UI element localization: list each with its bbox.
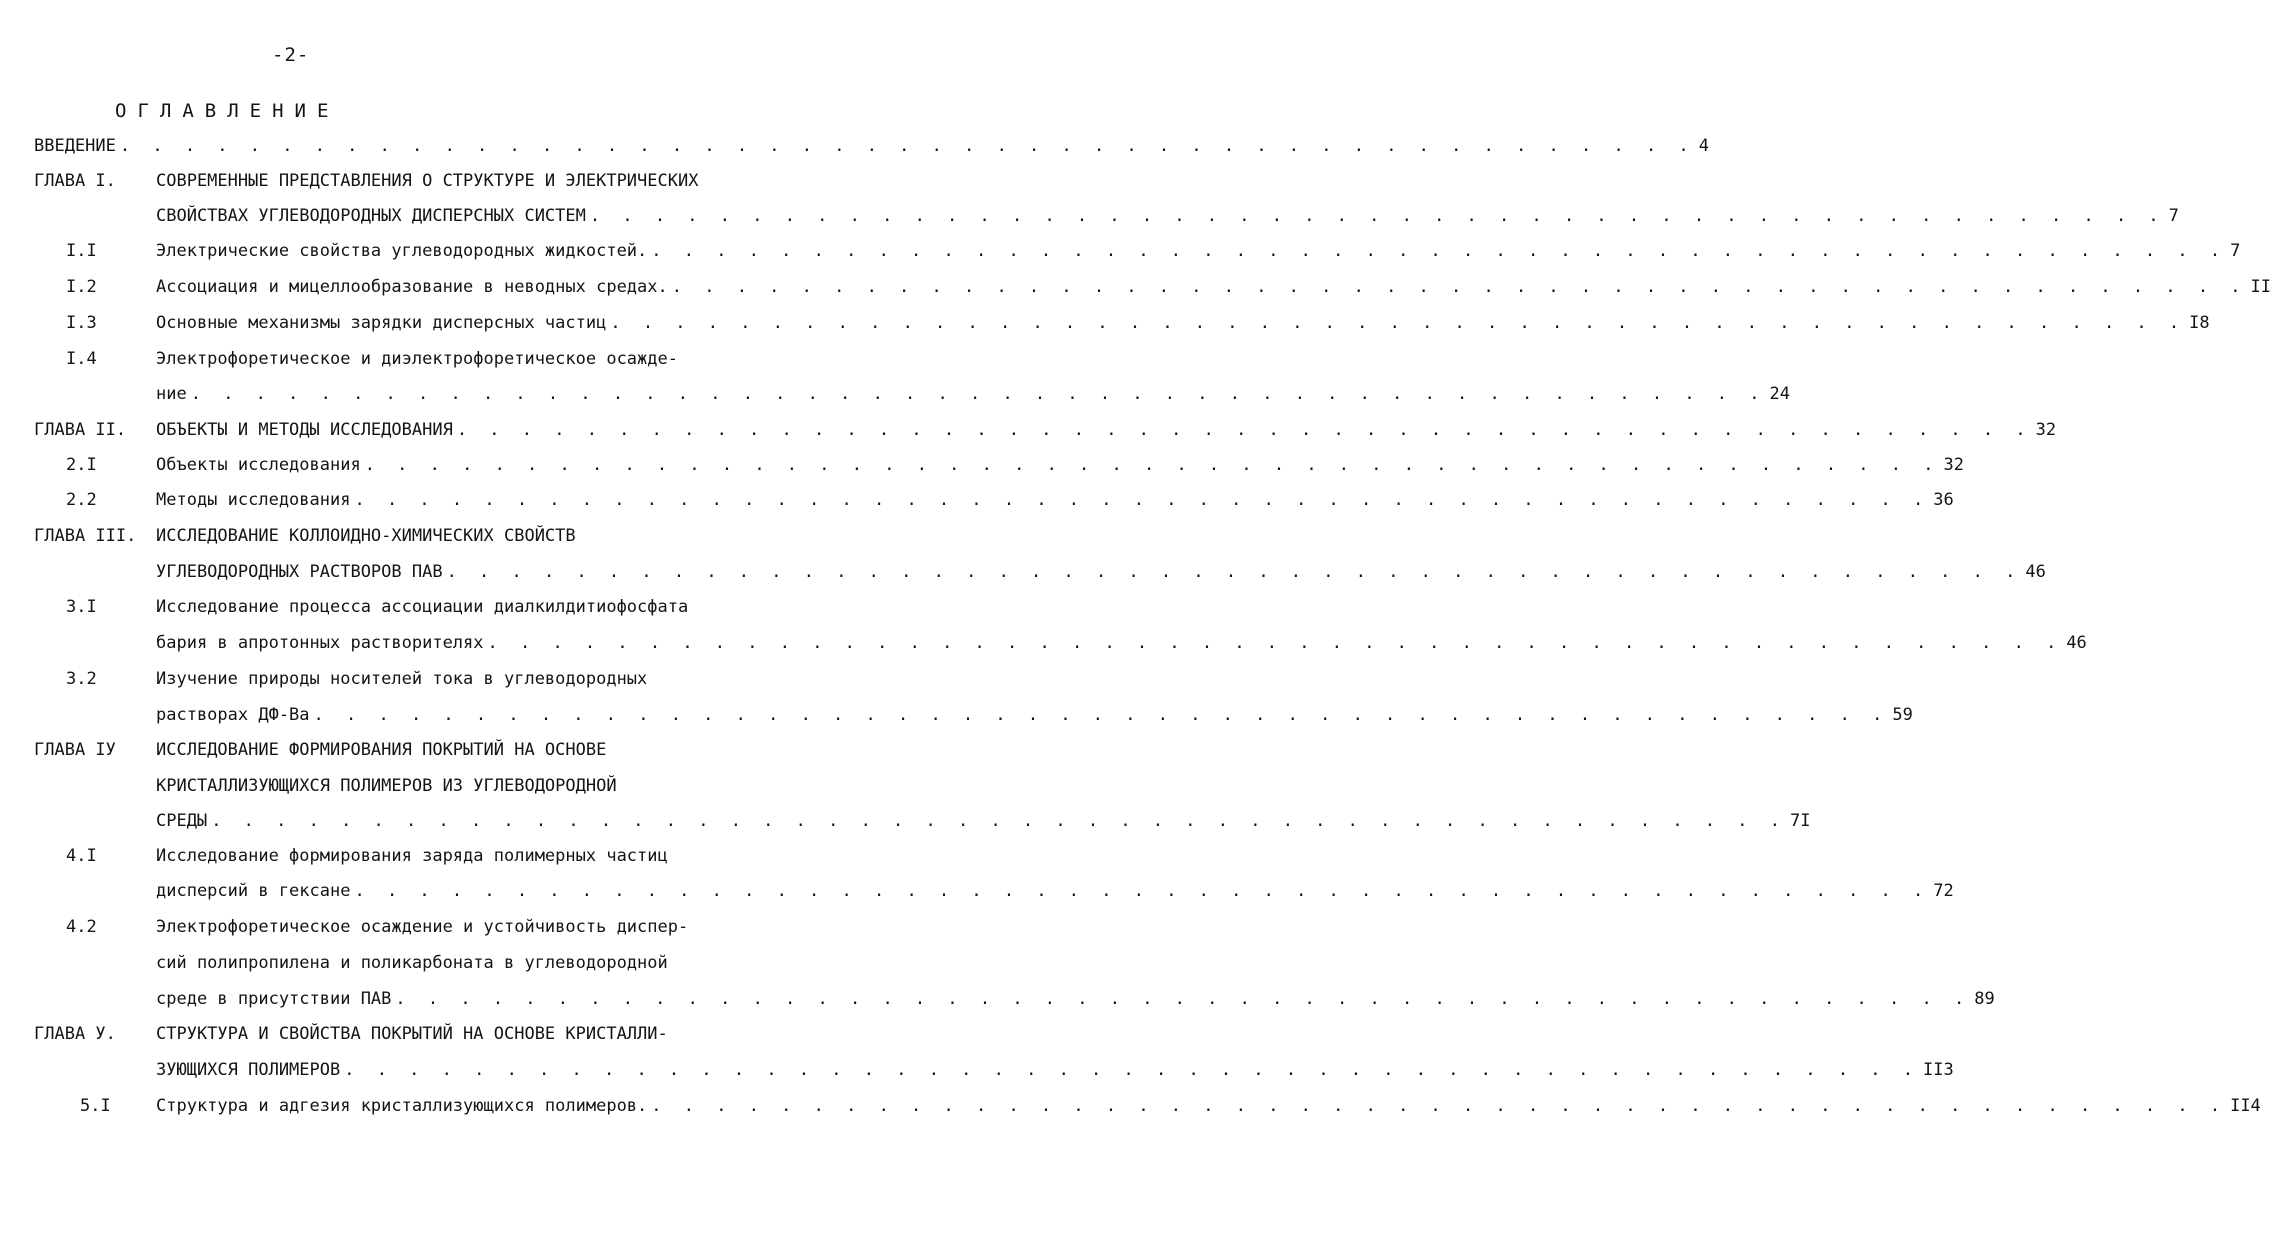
toc-entry-text: Объекты исследования xyxy=(156,455,361,475)
section-number: 4.I xyxy=(66,846,97,866)
section-number: 4.2 xyxy=(66,917,97,937)
chapter-label: ГЛАВА III. xyxy=(34,526,137,546)
toc-entry-text: Ассоциация и мицеллообразование в неводных средах. xyxy=(156,277,668,297)
toc-entry-text: СВОЙСТВАХ УГЛЕВОДОРОДНЫХ ДИСПЕРСНЫХ СИСТЕМ xyxy=(156,206,586,226)
dot-leader: . . . . . . . . . . . . . . . . . . . . . . . . . . . . . . . . . . . . . . . . . . . . . . . . . xyxy=(119,136,1695,156)
dot-leader: . . . . . . . . . . . . . . . . . . . . . . . . . . . . . . . . . . . . . . . . . . . . . . . . . xyxy=(610,313,2186,333)
toc-page-number: 36 xyxy=(1933,490,1954,510)
toc-entry-intro xyxy=(34,136,1709,156)
toc-page-number: 72 xyxy=(1933,881,1954,901)
toc-entry-text: Электрические свойства углеводородных жидкостей. xyxy=(156,241,648,261)
toc-page-number: 7 xyxy=(2168,206,2179,226)
toc-entry-text: Методы исследования xyxy=(156,490,351,510)
toc-entry-text: ние xyxy=(156,384,187,404)
section-number: I.2 xyxy=(66,277,97,297)
toc-page-number: 7I xyxy=(1789,811,1811,831)
dot-leader: . . . . . . . . . . . . . . . . . . . . . . . . . . . . . . . . . . . . . . . . . . . . . . . . . xyxy=(211,811,1786,831)
section-number: 5.I xyxy=(80,1096,111,1116)
toc-page-number: II4 xyxy=(2230,1096,2261,1116)
toc-entry-1-1 xyxy=(156,241,2241,261)
toc-entry-1-3 xyxy=(156,313,2210,333)
dot-leader: . . . . . . . . . . . . . . . . . . . . . . . . . . . . . . . . . . . . . . . . . . . . . . . . . xyxy=(487,633,2063,653)
toc-page-number: II xyxy=(2250,277,2271,297)
dot-leader: . . . . . . . . . . . . . . . . . . . . . . . . . . . . . . . . . . . . . . . . . . . . . . . . . xyxy=(446,562,2022,582)
toc-entry-text: КРИСТАЛЛИЗУЮЩИХСЯ ПОЛИМЕРОВ ИЗ УГЛЕВОДОРОДНОЙ xyxy=(156,776,617,796)
toc-entry-3-1 xyxy=(156,633,2087,653)
toc-entry-chapter-2 xyxy=(156,420,2057,440)
chapter-label: ГЛАВА IУ xyxy=(34,740,116,760)
toc-entry-text: Изучение природы носителей тока в углеводородных xyxy=(156,669,648,689)
section-number: I.4 xyxy=(66,349,97,369)
toc-page-number: II3 xyxy=(1923,1060,1954,1080)
section-number: I.I xyxy=(66,241,97,261)
page-number: -2- xyxy=(272,44,310,66)
dot-leader: . . . . . . . . . . . . . . . . . . . . . . . . . . . . . . . . . . . . . . . . . . . . . . . . . xyxy=(589,206,2165,226)
toc-entry-text: дисперсий в гексане xyxy=(156,881,351,901)
section-number: 3.I xyxy=(66,597,97,617)
toc-entry-2-2 xyxy=(156,490,1954,510)
toc-page-number: 46 xyxy=(2025,562,2046,582)
toc-entry-chapter-5 xyxy=(156,1060,1954,1080)
toc-entry-1-2 xyxy=(156,277,2271,297)
dot-leader: . . . . . . . . . . . . . . . . . . . . . . . . . . . . . . . . . . . . . . . . . . . . . . . . . xyxy=(651,241,2227,261)
dot-leader: . . . . . . . . . . . . . . . . . . . . . . . . . . . . . . . . . . . . . . . . . . . . . . . . . xyxy=(364,455,1940,475)
toc-page-number: I8 xyxy=(2189,313,2210,333)
toc-entry-text: ИССЛЕДОВАНИЕ КОЛЛОИДНО-ХИМИЧЕСКИХ СВОЙСТВ xyxy=(156,526,576,546)
dot-leader: . . . . . . . . . . . . . . . . . . . . . . . . . . . . . . . . . . . . . . . . . . . . . . . . . xyxy=(354,881,1930,901)
toc-entry-text: Основные механизмы зарядки дисперсных частиц xyxy=(156,313,607,333)
dot-leader: . . . . . . . . . . . . . . . . . . . . . . . . . . . . . . . . . . . . . . . . . . . . . . . . . xyxy=(354,490,1930,510)
toc-entry-3-2 xyxy=(156,705,1913,725)
toc-entry-text: СОВРЕМЕННЫЕ ПРЕДСТАВЛЕНИЯ О СТРУКТУРЕ И ЭЛЕКТРИЧЕСКИХ xyxy=(156,171,699,191)
toc-page-number: 24 xyxy=(1769,384,1790,404)
toc-entry-chapter-3 xyxy=(156,562,2046,582)
section-number: 2.I xyxy=(66,455,97,475)
section-number: 3.2 xyxy=(66,669,97,689)
toc-entry-text: ИССЛЕДОВАНИЕ ФОРМИРОВАНИЯ ПОКРЫТИЙ НА ОСНОВЕ xyxy=(156,740,607,760)
chapter-label: ГЛАВА I. xyxy=(34,171,116,191)
toc-entry-text: среде в присутствии ПАВ xyxy=(156,989,392,1009)
toc-page-number: 32 xyxy=(2035,420,2057,440)
toc-page-number: 4 xyxy=(1698,136,1709,156)
toc-page-number: 46 xyxy=(2066,633,2087,653)
toc-entry-text: ОБЪЕКТЫ И МЕТОДЫ ИССЛЕДОВАНИЯ xyxy=(156,420,453,440)
toc-entry-text: Электрофоретическое и диэлектрофоретическое осажде- xyxy=(156,349,678,369)
toc-entry-text: Исследование процесса ассоциации диалкилдитиофосфата xyxy=(156,597,689,617)
section-number: I.3 xyxy=(66,313,97,333)
dot-leader: . . . . . . . . . . . . . . . . . . . . . . . . . . . . . . . . . . . . . . . . . . . . . . . . . xyxy=(651,1096,2227,1116)
toc-entry-4-2 xyxy=(156,989,1995,1009)
toc-entry-text: Структура и адгезия кристаллизующихся полимеров. xyxy=(156,1096,648,1116)
toc-entry-text: растворах ДФ-Ва xyxy=(156,705,310,725)
toc-page-number: 7 xyxy=(2230,241,2241,261)
page-title: ОГЛАВЛЕНИЕ xyxy=(115,100,340,122)
toc-page-number: 32 xyxy=(1943,455,1964,475)
toc-entry-text: бария в апротонных растворителях xyxy=(156,633,484,653)
chapter-label: ГЛАВА У. xyxy=(34,1024,116,1044)
toc-entry-4-1 xyxy=(156,881,1954,901)
dot-leader: . . . . . . . . . . . . . . . . . . . . . . . . . . . . . . . . . . . . . . . . . . . . . . . . . xyxy=(671,277,2247,297)
dot-leader: . . . . . . . . . . . . . . . . . . . . . . . . . . . . . . . . . . . . . . . . . . . . . . . . . xyxy=(190,384,1766,404)
toc-page-number: 89 xyxy=(1974,989,1995,1009)
toc-entry-text: Электрофоретическое осаждение и устойчивость диспер- xyxy=(156,917,689,937)
toc-page-number: 59 xyxy=(1892,705,1913,725)
toc-entry-chapter-4 xyxy=(156,811,1811,831)
dot-leader: . . . . . . . . . . . . . . . . . . . . . . . . . . . . . . . . . . . . . . . . . . . . . . . . . xyxy=(395,989,1971,1009)
dot-leader: . . . . . . . . . . . . . . . . . . . . . . . . . . . . . . . . . . . . . . . . . . . . . . . . . xyxy=(344,1060,1920,1080)
toc-entry-text: ВВЕДЕНИЕ xyxy=(34,136,116,156)
dot-leader: . . . . . . . . . . . . . . . . . . . . . . . . . . . . . . . . . . . . . . . . . . . . . . . . . xyxy=(456,420,2032,440)
section-number: 2.2 xyxy=(66,490,97,510)
toc-entry-chapter-1 xyxy=(156,206,2179,226)
chapter-label: ГЛАВА II. xyxy=(34,420,127,440)
toc-entry-text: УГЛЕВОДОРОДНЫХ РАСТВОРОВ ПАВ xyxy=(156,562,443,582)
toc-entry-text: ЗУЮЩИХСЯ ПОЛИМЕРОВ xyxy=(156,1060,341,1080)
dot-leader: . . . . . . . . . . . . . . . . . . . . . . . . . . . . . . . . . . . . . . . . . . . . . . . . . xyxy=(313,705,1889,725)
toc-entry-text: СРЕДЫ xyxy=(156,811,208,831)
toc-entry-2-1 xyxy=(156,455,1964,475)
toc-entry-1-4 xyxy=(156,384,1790,404)
toc-entry-5-1 xyxy=(156,1096,2261,1116)
toc-entry-text: Исследование формирования заряда полимерных частиц xyxy=(156,846,668,866)
toc-entry-text: сий полипропилена и поликарбоната в углеводородной xyxy=(156,953,668,973)
toc-entry-text: СТРУКТУРА И СВОЙСТВА ПОКРЫТИЙ НА ОСНОВЕ КРИСТАЛЛИ- xyxy=(156,1024,668,1044)
